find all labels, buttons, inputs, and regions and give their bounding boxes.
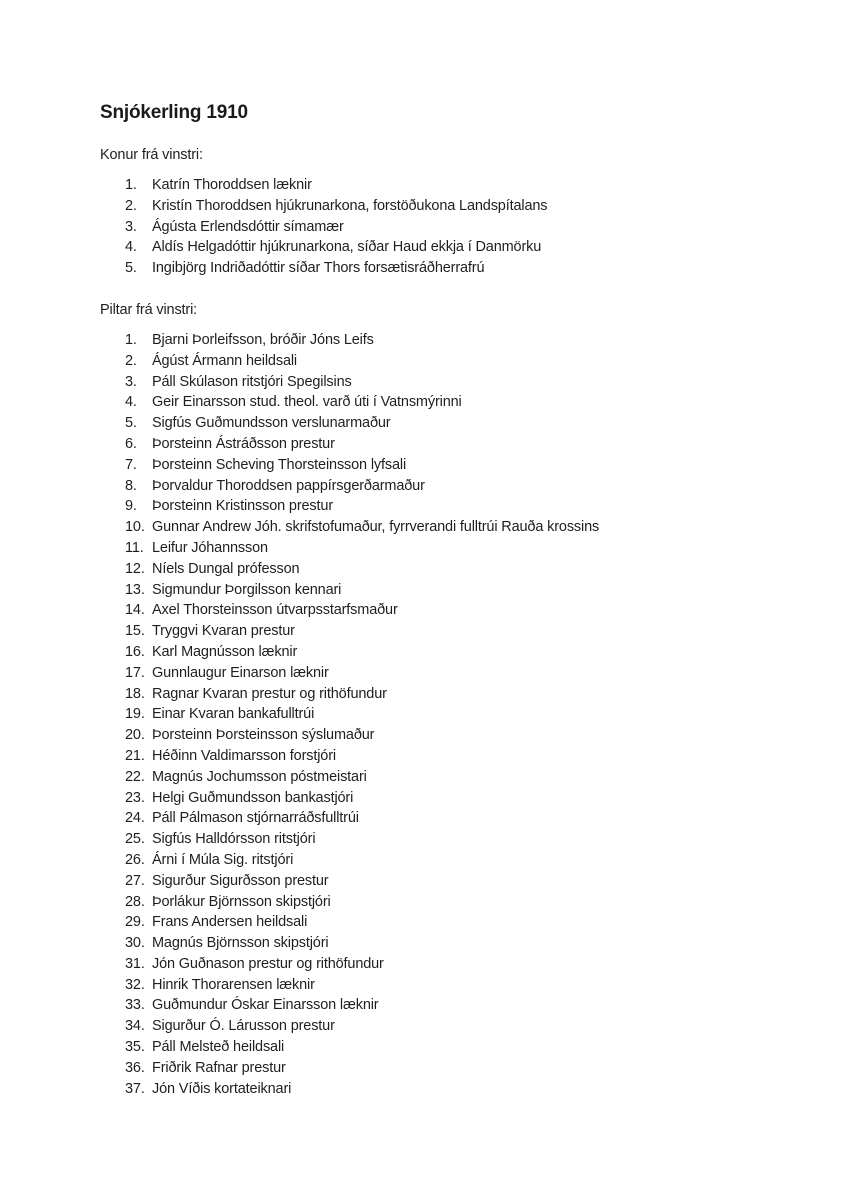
- list-item: [100, 808, 780, 829]
- list-item: [100, 704, 780, 725]
- list-item-text: Friðrik Rafnar prestur: [152, 1059, 286, 1076]
- list-item-text: Gunnlaugur Einarson læknir: [152, 664, 329, 681]
- piltar-list: [100, 330, 780, 1099]
- list-item: [100, 933, 780, 954]
- list-item-number: 27.: [125, 872, 145, 889]
- list-item-number: 28.: [125, 893, 145, 910]
- list-item: [100, 258, 780, 279]
- list-item-number: 10.: [125, 519, 145, 536]
- list-item-text: Sigfús Guðmundsson verslunarmaður: [152, 415, 391, 432]
- list-item-number: 16.: [125, 643, 145, 660]
- list-item-text: Frans Andersen heildsali: [152, 914, 308, 931]
- list-item-number: 11.: [125, 539, 144, 556]
- list-item: [100, 196, 780, 217]
- list-item-text: Þorsteinn Scheving Thorsteinsson lyfsali: [152, 456, 407, 473]
- list-item-text: Þorsteinn Ástráðsson prestur: [152, 435, 335, 452]
- list-item-number: 37.: [125, 1080, 145, 1097]
- list-item-number: 4.: [125, 239, 137, 256]
- list-item: [100, 476, 780, 497]
- list-item-number: 20.: [125, 727, 145, 744]
- list-item-text: Þorsteinn Þorsteinsson sýslumaður: [152, 727, 375, 744]
- list-item: [100, 995, 780, 1016]
- list-item-number: 12.: [125, 560, 145, 577]
- list-item: [100, 1079, 780, 1100]
- list-item: [100, 580, 780, 601]
- list-item-text: Geir Einarsson stud. theol. varð úti í Vatnsmýrinni: [152, 394, 462, 411]
- konur-list: [100, 175, 780, 279]
- list-item-number: 26.: [125, 851, 145, 868]
- list-item-number: 4.: [125, 394, 137, 411]
- list-item-text: Bjarni Þorleifsson, bróðir Jóns Leifs: [152, 331, 374, 348]
- list-item-number: 8.: [125, 477, 137, 494]
- list-item-text: Jón Víðis kortateiknari: [152, 1080, 292, 1097]
- list-item-text: Ragnar Kvaran prestur og rithöfundur: [152, 685, 387, 702]
- list-item: [100, 1058, 780, 1079]
- list-item-text: Þorlákur Björnsson skipstjóri: [152, 893, 331, 910]
- list-item-text: Ágúst Ármann heildsali: [152, 352, 297, 369]
- list-item-text: Tryggvi Kvaran prestur: [152, 623, 295, 640]
- document-content: [100, 101, 780, 1099]
- list-item-number: 15.: [125, 623, 145, 640]
- list-item: [100, 975, 780, 996]
- list-item: [100, 684, 780, 705]
- list-item-text: Héðinn Valdimarsson forstjóri: [152, 747, 336, 764]
- list-item-number: 2.: [125, 197, 137, 214]
- list-item-text: Ágústa Erlendsdóttir símamær: [152, 218, 344, 235]
- list-item: [100, 175, 780, 196]
- list-item-number: 25.: [125, 831, 145, 848]
- list-item: [100, 663, 780, 684]
- list-item-text: Leifur Jóhannsson: [152, 539, 268, 556]
- list-item-text: Helgi Guðmundsson bankastjóri: [152, 789, 354, 806]
- list-item-number: 18.: [125, 685, 145, 702]
- list-item-text: Sigurður Sigurðsson prestur: [152, 872, 329, 889]
- list-item-text: Magnús Björnsson skipstjóri: [152, 935, 329, 952]
- list-item: [100, 434, 780, 455]
- list-item-number: 13.: [125, 581, 145, 598]
- list-item-number: 34.: [125, 1018, 145, 1035]
- list-item-number: 24.: [125, 810, 145, 827]
- list-item: [100, 237, 780, 258]
- list-item-number: 5.: [125, 260, 137, 277]
- list-item: [100, 330, 780, 351]
- list-item-number: 1.: [125, 177, 137, 193]
- list-item-text: Katrín Thoroddsen læknir: [152, 177, 312, 193]
- list-item-text: Gunnar Andrew Jóh. skrifstofumaður, fyrrverandi fulltrúi Rauða krossins: [152, 519, 600, 536]
- list-item: [100, 217, 780, 238]
- list-item: [100, 1016, 780, 1037]
- list-item-text: Sigurður Ó. Lárusson prestur: [152, 1018, 335, 1035]
- list-item-number: 17.: [125, 664, 145, 681]
- list-item: [100, 351, 780, 372]
- list-item: [100, 559, 780, 580]
- list-item: [100, 621, 780, 642]
- list-item-number: 3.: [125, 373, 137, 390]
- list-item: [100, 892, 780, 913]
- list-item-number: 19.: [125, 706, 145, 723]
- list-item: [100, 392, 780, 413]
- list-item: [100, 496, 780, 517]
- page-title: Snjókerling 1910: [100, 102, 248, 123]
- list-item: [100, 600, 780, 621]
- list-item: [100, 788, 780, 809]
- list-item-text: Ingibjörg Indriðadóttir síðar Thors forsætisráðherrafrú: [152, 260, 485, 277]
- list-item: [100, 642, 780, 663]
- list-item-number: 5.: [125, 415, 137, 432]
- list-item: [100, 871, 780, 892]
- list-item-text: Kristín Thoroddsen hjúkrunarkona, forstöðukona Landspítalans: [152, 197, 548, 214]
- list-item-text: Sigmundur Þorgilsson kennari: [152, 581, 342, 598]
- list-item-text: Páll Skúlason ritstjóri Spegilsins: [152, 373, 352, 390]
- list-item-text: Páll Pálmason stjórnarráðsfulltrúi: [152, 810, 359, 827]
- list-item-number: 35.: [125, 1039, 145, 1056]
- list-item-text: Axel Thorsteinsson útvarpsstarfsmaður: [152, 602, 398, 619]
- list-item: [100, 746, 780, 767]
- list-item-number: 21.: [125, 747, 145, 764]
- list-item: [100, 413, 780, 434]
- list-item-number: 6.: [125, 435, 137, 452]
- list-item-text: Magnús Jochumsson póstmeistari: [152, 768, 367, 785]
- list-item-number: 9.: [125, 498, 137, 515]
- list-item-number: 7.: [125, 456, 137, 473]
- list-item-number: 31.: [125, 955, 145, 972]
- list-item-number: 30.: [125, 935, 145, 952]
- list-item: [100, 912, 780, 933]
- list-item-text: Hinrik Thorarensen læknir: [152, 976, 315, 993]
- list-item: [100, 517, 780, 538]
- list-item: [100, 850, 780, 871]
- list-item-number: 32.: [125, 976, 145, 993]
- list-item-text: Guðmundur Óskar Einarsson læknir: [152, 997, 379, 1014]
- list-item-number: 23.: [125, 789, 145, 806]
- list-item-number: 22.: [125, 768, 145, 785]
- list-item-number: 14.: [125, 602, 145, 619]
- list-item-text: Jón Guðnason prestur og rithöfundur: [152, 955, 384, 972]
- list-item-text: Sigfús Halldórsson ritstjóri: [152, 831, 316, 848]
- list-item-number: 1.: [125, 331, 137, 348]
- list-item: [100, 538, 780, 559]
- list-item: [100, 767, 780, 788]
- list-item-text: Árni í Múla Sig. ritstjóri: [152, 851, 294, 868]
- list-item-text: Þorsteinn Kristinsson prestur: [152, 498, 334, 515]
- list-item: [100, 455, 780, 476]
- list-item-number: 3.: [125, 218, 137, 235]
- list-item-text: Einar Kvaran bankafulltrúi: [152, 706, 315, 723]
- list-item-text: Karl Magnússon læknir: [152, 643, 298, 660]
- list-item-text: Þorvaldur Thoroddsen pappírsgerðarmaður: [152, 477, 425, 494]
- section-label-konur: Konur frá vinstri:: [100, 147, 203, 163]
- list-item-number: 2.: [125, 352, 137, 369]
- list-item: [100, 725, 780, 746]
- list-item-number: 33.: [125, 997, 145, 1014]
- list-item-number: 36.: [125, 1059, 145, 1076]
- list-item-number: 29.: [125, 914, 145, 931]
- list-item-text: Páll Melsteð heildsali: [152, 1039, 285, 1056]
- list-item: [100, 954, 780, 975]
- list-item: [100, 372, 780, 393]
- list-item: [100, 829, 780, 850]
- list-item: [100, 1037, 780, 1058]
- list-item-text: Níels Dungal prófesson: [152, 560, 300, 577]
- section-label-piltar: Piltar frá vinstri:: [100, 301, 198, 318]
- list-item-text: Aldís Helgadóttir hjúkrunarkona, síðar Haud ekkja í Danmörku: [152, 239, 542, 256]
